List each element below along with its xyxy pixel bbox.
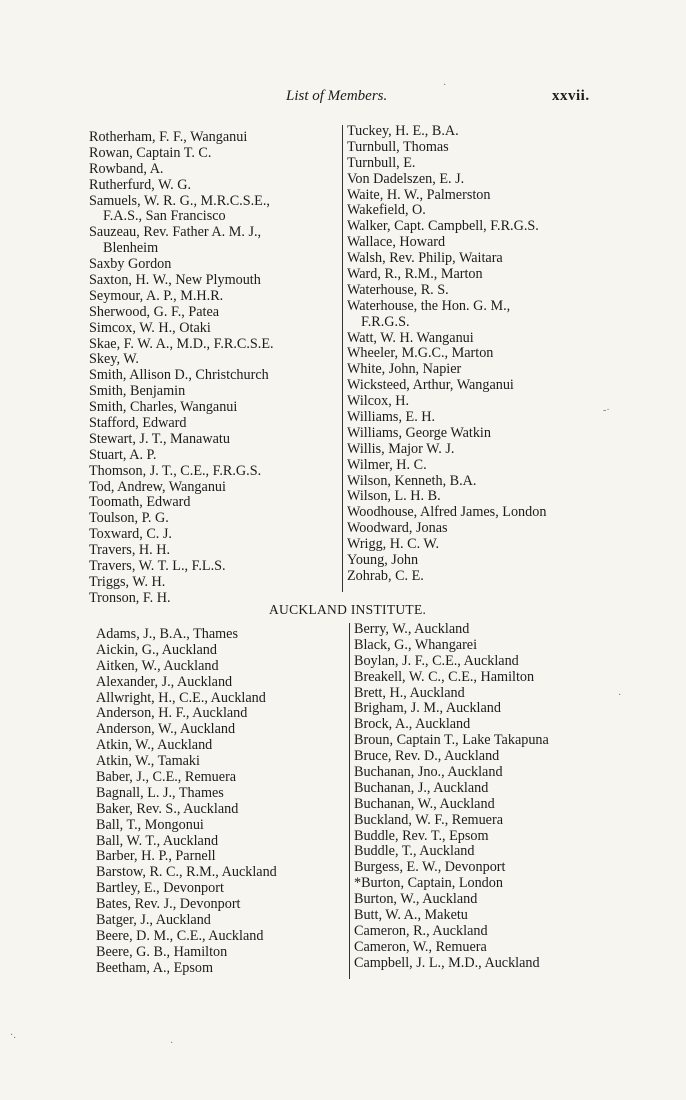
list-item: Buckland, W. F., Remuera <box>354 811 503 828</box>
list-item: Cameron, R., Auckland <box>354 922 488 939</box>
list-item: Wakefield, O. <box>347 202 426 219</box>
column-divider <box>349 623 350 979</box>
list-item: Brigham, J. M., Auckland <box>354 700 501 717</box>
list-item: Campbell, J. L., M.D., Auckland <box>354 954 540 971</box>
list-item: Rowan, Captain T. C. <box>89 144 212 161</box>
speck-mark: · <box>618 690 622 701</box>
member-list-bottom-right <box>354 622 604 972</box>
column-divider <box>342 125 343 592</box>
list-item: Beere, D. M., C.E., Auckland <box>96 927 264 944</box>
list-item: Stewart, J. T., Manawatu <box>89 430 230 447</box>
speck-mark: · <box>443 80 447 91</box>
list-item: Turnbull, E. <box>347 154 416 171</box>
list-item: Walsh, Rev. Philip, Waitara <box>347 250 503 267</box>
list-item: *Burton, Captain, London <box>354 875 503 892</box>
list-item: Barber, H. P., Parnell <box>96 848 216 865</box>
list-item: Sauzeau, Rev. Father A. M. J., <box>89 224 262 241</box>
speck-mark: · <box>170 1038 174 1049</box>
list-item: Stuart, A. P. <box>89 446 157 463</box>
list-item: Ball, T., Mongonui <box>96 816 204 833</box>
list-item: Wilmer, H. C. <box>347 456 427 473</box>
list-item: Wilson, L. H. B. <box>347 488 441 505</box>
list-item: Smith, Allison D., Christchurch <box>89 367 269 384</box>
list-item: Wrigg, H. C. W. <box>347 536 440 553</box>
list-item: Rotherham, F. F., Wanganui <box>89 129 248 145</box>
list-item: Wilcox, H. <box>347 393 410 410</box>
list-item: Waterhouse, R. S. <box>347 281 449 298</box>
list-item: Saxton, H. W., New Plymouth <box>89 272 261 289</box>
section-heading: AUCKLAND INSTITUTE. <box>269 602 427 617</box>
list-item: Willis, Major W. J. <box>347 440 455 457</box>
list-item: Zohrab, C. E. <box>347 567 424 584</box>
list-item: Barstow, R. C., R.M., Auckland <box>96 864 277 881</box>
list-item: Toxward, C. J. <box>89 526 172 543</box>
list-item: Sherwood, G. F., Patea <box>89 303 220 320</box>
list-item: Baber, J., C.E., Remuera <box>96 769 237 786</box>
list-item: Walker, Capt. Campbell, F.R.G.S. <box>347 218 539 235</box>
list-item: Atkin, W., Auckland <box>96 737 213 754</box>
list-item: Aickin, G., Auckland <box>96 641 217 658</box>
list-item: Beere, G. B., Hamilton <box>96 943 228 960</box>
list-item: Thomson, J. T., C.E., F.R.G.S. <box>89 462 262 479</box>
list-item: Toomath, Edward <box>89 494 191 511</box>
list-item: Waite, H. W., Palmerston <box>347 186 491 203</box>
list-item: Beetham, A., Epsom <box>96 959 214 976</box>
list-item: Tronson, F. H. <box>89 589 171 606</box>
list-item: Black, G., Whangarei <box>354 636 478 653</box>
list-item: Williams, George Watkin <box>347 424 491 441</box>
list-item-continuation: F.R.G.S. <box>361 313 410 330</box>
list-item: Adams, J., B.A., Thames <box>96 626 238 642</box>
list-item: Allwright, H., C.E., Auckland <box>96 689 266 706</box>
list-item: Ball, W. T., Auckland <box>96 832 219 849</box>
speck-mark: ·. <box>10 1030 16 1041</box>
list-item: Bates, Rev. J., Devonport <box>96 896 241 913</box>
list-item-continuation: Blenheim <box>103 240 159 257</box>
list-item: Wicksteed, Arthur, Wanganui <box>347 377 514 394</box>
list-item: Woodhouse, Alfred James, London <box>347 504 547 521</box>
list-item: Simcox, W. H., Otaki <box>89 319 211 336</box>
list-item: Cameron, W., Remuera <box>354 938 487 955</box>
list-item: Boylan, J. F., C.E., Auckland <box>354 652 519 669</box>
list-item: Buchanan, Jno., Auckland <box>354 764 503 781</box>
list-item: Ward, R., R.M., Marton <box>347 266 483 283</box>
list-item: Waterhouse, the Hon. G. M., <box>347 297 511 314</box>
list-item: Tuckey, H. E., B.A. <box>347 123 459 139</box>
list-item: Young, John <box>347 552 419 569</box>
list-item: Skey, W. <box>89 351 139 368</box>
list-item: Woodward, Jonas <box>347 520 448 537</box>
list-item: Turnbull, Thomas <box>347 138 449 155</box>
list-item: Wallace, Howard <box>347 234 446 251</box>
list-item: Bagnall, L. J., Thames <box>96 784 224 801</box>
list-item: Atkin, W., Tamaki <box>96 753 200 770</box>
list-item: Samuels, W. R. G., M.R.C.S.E., <box>89 192 270 209</box>
list-item: Berry, W., Auckland <box>354 621 470 637</box>
list-item: Buddle, Rev. T., Epsom <box>354 827 489 844</box>
list-item: Travers, H. H. <box>89 542 171 559</box>
list-item: Buchanan, J., Auckland <box>354 779 489 796</box>
member-list-top-left <box>89 130 339 607</box>
list-item-continuation: F.A.S., San Francisco <box>103 208 226 225</box>
list-item: Smith, Charles, Wanganui <box>89 399 238 416</box>
list-item: Brock, A., Auckland <box>354 716 471 733</box>
list-item: Travers, W. T. L., F.L.S. <box>89 558 226 575</box>
speck-mark: -· <box>603 405 610 416</box>
list-item: Alexander, J., Auckland <box>96 673 233 690</box>
list-item: Watt, W. H. Wanganui <box>347 329 474 346</box>
list-item: Bruce, Rev. D., Auckland <box>354 748 500 765</box>
list-item: Burgess, E. W., Devonport <box>354 859 506 876</box>
list-item: Skae, F. W. A., M.D., F.R.C.S.E. <box>89 335 274 352</box>
list-item: Burton, W., Auckland <box>354 891 478 908</box>
member-list-top-right <box>347 124 597 585</box>
list-item: Von Dadelszen, E. J. <box>347 170 465 187</box>
list-item: Stafford, Edward <box>89 415 187 432</box>
list-item: Breakell, W. C., C.E., Hamilton <box>354 668 535 685</box>
list-item: Buddle, T., Auckland <box>354 843 475 860</box>
running-title: List of Members. <box>286 88 388 104</box>
list-item: Williams, E. H. <box>347 409 436 426</box>
list-item: Seymour, A. P., M.H.R. <box>89 287 224 304</box>
list-item: Tod, Andrew, Wanganui <box>89 478 226 495</box>
list-item: Buchanan, W., Auckland <box>354 795 495 812</box>
list-item: White, John, Napier <box>347 361 462 378</box>
list-item: Toulson, P. G. <box>89 510 169 527</box>
list-item: Brett, H., Auckland <box>354 684 465 701</box>
list-item: Triggs, W. H. <box>89 573 166 590</box>
list-item: Butt, W. A., Maketu <box>354 907 468 924</box>
list-item: Baker, Rev. S., Auckland <box>96 800 239 817</box>
list-item: Smith, Benjamin <box>89 383 186 400</box>
page-header <box>0 88 686 108</box>
list-item: Anderson, H. F., Auckland <box>96 705 248 722</box>
list-item: Batger, J., Auckland <box>96 912 211 929</box>
list-item: Anderson, W., Auckland <box>96 721 236 738</box>
list-item: Rowband, A. <box>89 160 164 177</box>
list-item: Rutherfurd, W. G. <box>89 176 192 193</box>
list-item: Aitken, W., Auckland <box>96 657 219 674</box>
list-item: Wheeler, M.G.C., Marton <box>347 345 494 362</box>
page-number: xxvii. <box>552 88 590 104</box>
list-item: Bartley, E., Devonport <box>96 880 224 897</box>
list-item: Broun, Captain T., Lake Takapuna <box>354 732 549 749</box>
list-item: Wilson, Kenneth, B.A. <box>347 472 477 489</box>
member-list-bottom-left <box>96 627 346 977</box>
list-item: Saxby Gordon <box>89 256 172 273</box>
